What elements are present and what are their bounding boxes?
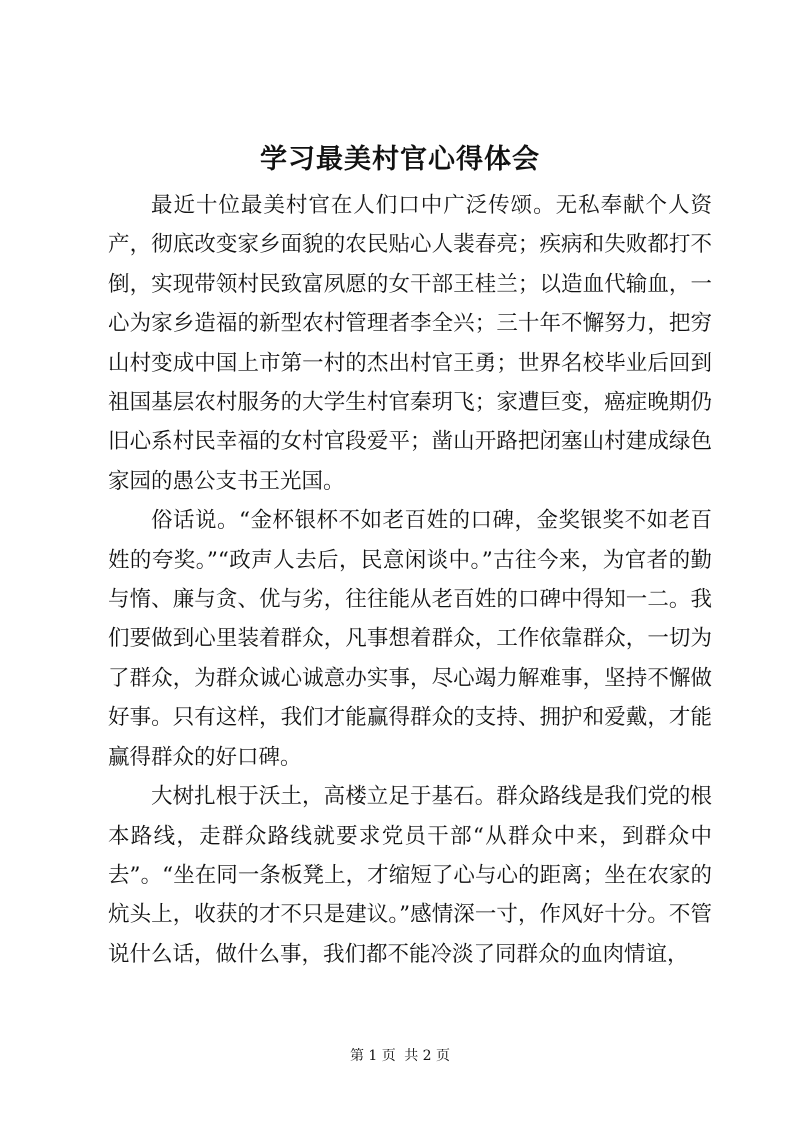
document-title: 学习最美村官心得体会 [260, 144, 540, 175]
paragraph-1: 最近十位最美村官在人们口中广泛传颂。无私奉献个人资产，彻底改变家乡面貌的农民贴心人裴春亮；疾病和失败都打不倒，实现带领村民致富夙愿的女干部王桂兰；以造血代输血，一心为家乡造福的新型农村管理者李全兴；三十年不懈努力，把穷山村变成中国上市第一村的杰出村官王勇；世界名校毕业后回到祖国基层农村服务的大学生村官秦玥飞；家遭巨变，癌症晚期仍旧心系村民幸福的女村官段爱平；凿山开路把闭塞山村建成绿色家园的愚公支书王光国。 [108, 193, 712, 494]
paragraph-3: 大树扎根于沃土，高楼立足于基石。群众路线是我们党的根本路线，走群众路线就要求党员干部“从群众中来，到群众中去”。“坐在同一条板凳上，才缩短了心与心的距离；坐在农家的炕头上，收获的才不只是建议。”感情深一寸，作风好十分。不管说什么话，做什么事，我们都不能冷淡了同群众的血肉情谊， [108, 784, 712, 967]
paragraph-2: 俗话说。“金杯银杯不如老百姓的口碑，金奖银奖不如老百姓的夸奖。”“政声人去后，民意闲谈中。”古往今来，为官者的勤与惰、廉与贪、优与劣，往往能从老百姓的口碑中得知一二。我们要做到心里装着群众，凡事想着群众，工作依靠群众，一切为了群众，为群众诚心诚意办实事，尽心竭力解难事，坚持不懈做好事。只有这样，我们才能赢得群众的支持、拥护和爱戴，才能赢得群众的好口碑。 [108, 508, 712, 770]
page-number: 第 1 页 [349, 1048, 396, 1064]
document-body [108, 186, 712, 974]
page-footer [0, 1046, 800, 1066]
page-total: 共 2 页 [404, 1048, 451, 1064]
